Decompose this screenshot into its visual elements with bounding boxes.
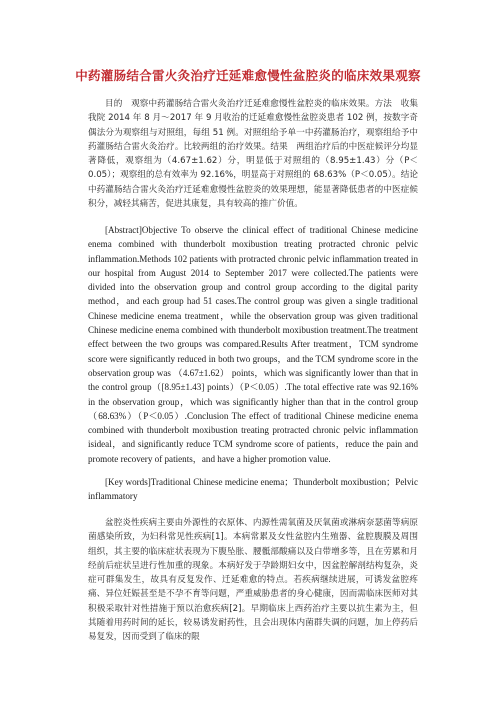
abstract-english: [Abstract]Objective To observe the clinical effect of traditional Chinese medicine enema combined with thunderbolt moxibustion treating protracted chronic pelvic inflammation.Methods 102 patients with protracted chronic pelvic inflammation treated in our hospital from August 2014 to September 2017 were collected.The patients were divided into the observation group and control group according to the digital parity method，and each group had 51 cases.The control group was given a single traditional Chinese medicine enema treatment，while the observation group was given traditional Chinese medicine enema combined with thunderbolt moxibustion treatment.The treatment effect between the two groups was compared.Results After treatment，TCM syndrome score were significantly reduced in both two groups，and the TCM syndrome score in the observation group was （4.67±1.62） points，which was significantly lower than that in the control group（[8.95±1.43] points）（P＜0.05）.The total effective rate was 92.16% in the observation group，which was significantly higher than that in the control group （68.63%）（P＜0.05）.Conclusion The effect of traditional Chinese medicine enema combined with thunderbolt moxibustion treating protracted chronic pelvic inflammation isideal，and significantly reduce TCM syndrome score of patients，reduce the pain and promote recovery of patients，and have a higher promotion value. xyxy=(88,225,418,464)
introduction-paragraph: 盆腔炎性疾病主要由外源性的衣原体、内源性需氧菌及厌氧菌或淋病奈瑟菌等病原菌感染所致，为妇科常见性疾病[1]。本病常累及女性盆腔内生殖器、盆腔腹膜及周围组织，其主要的临床症状表现为下腹坠胀、腰骶部酸痛以及白带增多等，且在劳累和月经前后症状呈进行性加重的现象。本病好发于孕龄期妇女中，因盆腔解剖结构复杂，炎症可群集发生，故具有反复发作、迁延难愈的特点。若疾病继续进展，可诱发盆腔疼痛、异位妊娠甚至是不孕不育等问题，严重威胁患者的身心健康，因而需临床医师对其积极采取针对性措施于预以治愈疾病[2]。早期临床上西药治疗主要以抗生素为主，但其随着用药时间的延长，较易诱发耐药性，且会出现体内菌群失调的问题，加上停药后易复发，因而受到了临床的限 xyxy=(88,518,418,643)
abstract-chinese: 目的 观察中药灌肠结合雷火灸治疗迁延难愈慢性盆腔炎的临床效果。方法 收集我院 2014 年 8 月～2017 年 9 月收治的迁延难愈慢性盆腔炎患者 102 例，按数字奇偶法分为观察组与对照组，每组 51 例。对照组给予单一中药灌肠治疗，观察组给予中药灌肠结合雷火灸治疗。比较两组的治疗效果。结果 两组治疗后的中医症候评分均显著降低，观察组为（4.67±1.62）分，明显低于对照组的（8.95±1.43）分（P＜0.05）；观察组的总有效率为 92.16%，明显高于对照组的 68.63%（P＜0.05）。结论 中药灌肠结合雷火灸治疗迁延难愈慢性盆腔炎的效果理想，能显著降低患者的中医症候积分，减轻其痛苦，促进其康复，具有较高的推广价值。 xyxy=(88,99,427,210)
keywords-english: [Key words]Traditional Chinese medicine enema；Thunderbolt moxibustion；Pelvic inflammatory xyxy=(88,477,418,502)
paper-title: 中药灌肠结合雷火灸治疗迁延难愈慢性盆腔炎的临床效果观察 xyxy=(75,68,421,83)
